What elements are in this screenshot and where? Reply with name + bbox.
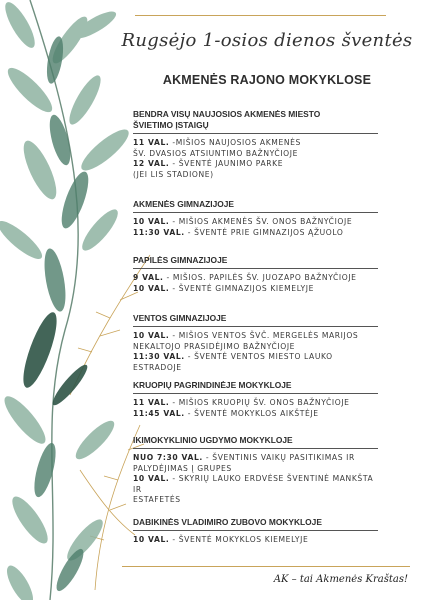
section-akmenes <box>133 199 378 238</box>
schedule-entry <box>133 273 378 284</box>
entry-text: - MIŠIOS AKMENĖS ŠV. ONOS BAŽNYČIOJE <box>169 217 353 226</box>
entry-time: 9 VAL. <box>133 273 164 282</box>
entry-time: 10 VAL. <box>133 217 170 226</box>
schedule-entry <box>133 398 378 409</box>
schedule-entry <box>133 138 378 159</box>
entry-time: 12 VAL. <box>133 159 170 168</box>
schedule-entry <box>133 535 378 546</box>
entry-time: 11:30 VAL. <box>133 227 185 237</box>
entry-text: -MIŠIOS NAUJOSIOS AKMENĖS <box>169 138 301 147</box>
schedule-entry <box>133 228 378 239</box>
entry-time: 11 VAL. <box>133 138 170 147</box>
section-heading: DABIKINĖS VLADIMIRO ZUBOVO MOKYKLOJE <box>133 517 378 531</box>
section-heading: IKIMOKYKLINIO UGDYMO MOKYKLOJE <box>133 435 378 449</box>
bottom-gold-line <box>122 566 410 567</box>
entry-time: 10 VAL. <box>133 283 170 293</box>
schedule-entry <box>133 453 378 474</box>
section-kruopiu <box>133 380 378 419</box>
entry-text: - ŠVENTĖ MOKYKLOS KIEMELYJE <box>169 535 309 544</box>
entry-continuation: ESTAFETĖS <box>133 495 181 504</box>
footer-slogan: AK – tai Akmenės Kraštas! <box>273 574 408 585</box>
entry-time: 10 VAL. <box>133 535 170 544</box>
entry-text: - MIŠIOS VENTOS ŠVČ. MERGELĖS MARIJOS <box>169 331 359 340</box>
section-heading: VENTOS GIMNAZIJOJE <box>133 313 378 327</box>
schedule-entry <box>133 159 378 180</box>
entry-time: 11 VAL. <box>133 398 170 407</box>
entry-text: - ŠVENTĖ GIMNAZIJOS KIEMELYJE <box>169 283 314 293</box>
section-ventos <box>133 313 378 373</box>
entry-text: - ŠVENTĖ MOKYKLOS AIKŠTĖJE <box>184 408 319 418</box>
schedule-entry <box>133 352 378 373</box>
script-title: Rugsėjo 1-osios dienos šventės <box>121 30 413 51</box>
entry-continuation: (JEI LIS STADIONE) <box>133 169 214 179</box>
entry-continuation: PALYDĖJIMAS Į GRUPES <box>133 463 232 473</box>
section-bendra <box>133 109 378 180</box>
entry-text: - MIŠIOS. PAPILĖS ŠV. JUOZAPO BAŽNYČIOJE <box>163 273 357 282</box>
entry-continuation: ŠV. DVASIOS ATSIUNTIMO BAŽNYČIOJE <box>133 148 298 158</box>
entry-text: - ŠVENTINIS VAIKŲ PASITIKIMAS IR <box>202 453 355 462</box>
entry-text: - MIŠIOS KRUOPIŲ ŠV. ONOS BAŽNYČIOJE <box>169 398 350 407</box>
entry-text: - ŠVENTĖ PRIE GIMNAZIJOS ĄŽUOLO <box>184 227 344 237</box>
main-title: AKMENĖS RAJONO MOKYKLOSE <box>162 73 372 87</box>
entry-time: 11:45 VAL. <box>133 408 185 418</box>
schedule-entry <box>133 331 378 352</box>
entry-time: 10 VAL. <box>133 474 170 483</box>
entry-continuation: NEKALTOJO PRASIDĖJIMO BAŽNYČIOJE <box>133 341 296 351</box>
entry-time: 10 VAL. <box>133 331 170 340</box>
section-heading: BENDRA VISŲ NAUJOSIOS AKMENĖS MIESTO ŠVIETIMO ĮSTAIGŲ <box>133 109 378 134</box>
entry-text: - SKYRIŲ LAUKO ERDVĖSE ŠVENTINĖ MANKŠTA IR <box>133 474 374 494</box>
entry-text: - ŠVENTĖ JAUNIMO PARKE <box>169 159 284 168</box>
section-ikimokyklinio <box>133 435 378 506</box>
section-dabikines <box>133 517 378 546</box>
section-heading: PAPILĖS GIMNAZIJOJE <box>133 255 378 269</box>
section-papiles <box>133 255 378 294</box>
section-heading: KRUOPIŲ PAGRINDINĖJE MOKYKLOJE <box>133 380 378 394</box>
entry-time: NUO 7:30 VAL. <box>133 453 203 462</box>
schedule-entry <box>133 217 378 228</box>
entry-text: - ŠVENTĖ VENTOS MIESTO LAUKO ESTRADOJE <box>133 352 333 372</box>
schedule-entry <box>133 284 378 295</box>
entry-time: 11:30 VAL. <box>133 352 185 361</box>
section-heading: AKMENĖS GIMNAZIJOJE <box>133 199 378 213</box>
leaves-illustration <box>0 0 175 600</box>
schedule-entry <box>133 474 378 506</box>
schedule-entry <box>133 409 378 420</box>
